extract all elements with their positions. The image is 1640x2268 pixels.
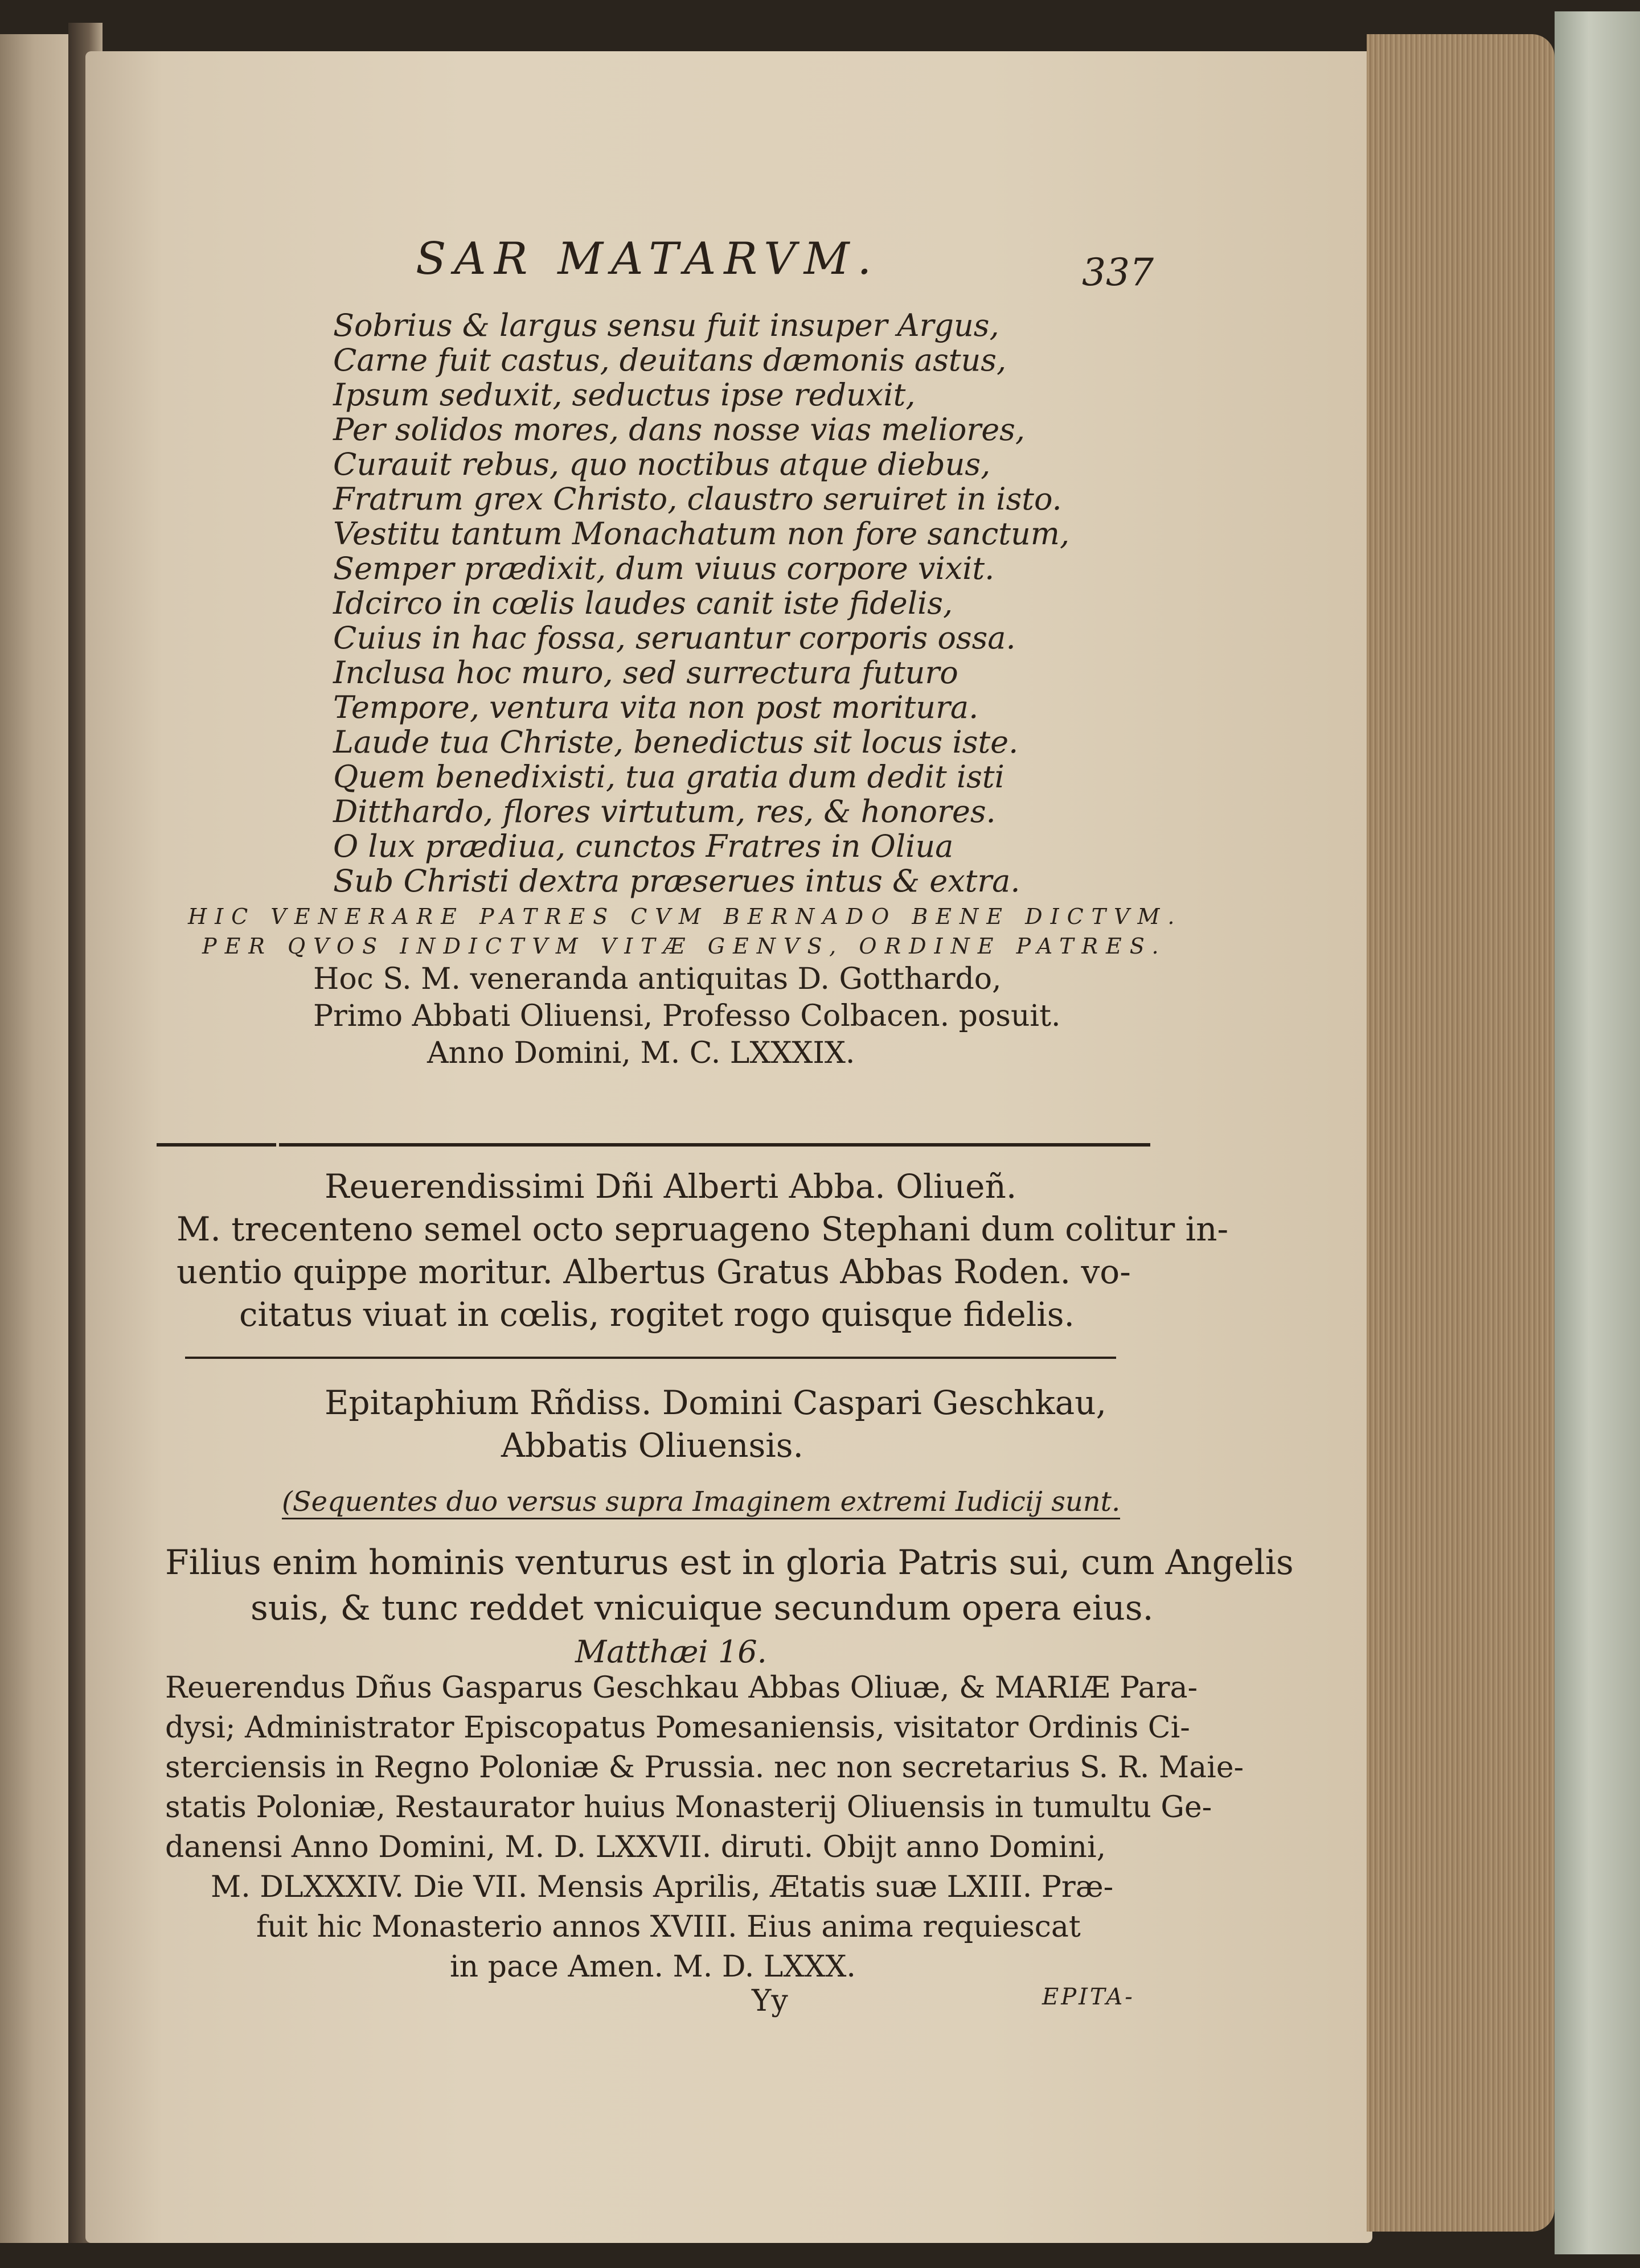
body-line: M. DLXXXIV. Die VII. Mensis Aprilis, Ætatis suæ LXIII. Præ- [211, 1870, 1114, 1904]
dedication-line: Hoc S. M. veneranda antiquitas D. Gotthardo, [313, 962, 1002, 996]
divider-rule [157, 1143, 276, 1147]
book-cover [1555, 11, 1640, 2254]
verse-line: Fratrum grex Christo, claustro seruiret in isto. [333, 481, 1062, 517]
quote-line: suis, & tunc reddet vnicuique secundum opera eius. [251, 1588, 1154, 1628]
verse-line: Carne fuit castus, deuitans dæmonis astus, [333, 342, 1007, 378]
epitaph-title: Abbatis Oliuensis. [501, 1426, 803, 1465]
section-line: uentio quippe moritur. Albertus Gratus Abbas Roden. vo- [177, 1252, 1131, 1291]
body-line: danensi Anno Domini, M. D. LXXVII. diruti. Obijt anno Domini, [165, 1830, 1106, 1864]
caps-line: PER QVOS INDICTVM VITÆ GENVS, ORDINE PATRES. [202, 934, 1167, 959]
catchword: EPITA- [1042, 1984, 1135, 2010]
verse-line: Ipsum seduxit, seductus ipse reduxit, [333, 377, 916, 413]
verse-line: Quem benedixisti, tua gratia dum dedit isti [333, 759, 1004, 795]
verse-line: Per solidos mores, dans nosse vias meliores, [333, 412, 1026, 447]
epitaph-note: (Sequentes duo versus supra Imaginem extremi Iudicij sunt. [282, 1486, 1120, 1519]
page-number: 337 [1082, 250, 1154, 294]
signature-mark: Yy [752, 1984, 788, 2018]
verse-line: Tempore, ventura vita non post moritura. [333, 689, 979, 725]
body-line: statis Poloniæ, Restaurator huius Monasterij Oliuensis in tumultu Ge- [165, 1790, 1212, 1825]
verse-line: Inclusa hoc muro, sed surrectura futuro [333, 655, 958, 691]
body-line: fuit hic Monasterio annos XVIII. Eius anima requiescat [256, 1910, 1081, 1944]
citation: Matthæi 16. [575, 1634, 767, 1670]
section-line: M. trecenteno semel octo sepruageno Stephani dum colitur in- [177, 1210, 1229, 1248]
epitaph-title: Epitaphium Rñdiss. Domini Caspari Geschkau, [325, 1383, 1107, 1422]
body-line: sterciensis in Regno Poloniæ & Prussia. nec non secretarius S. R. Maie- [165, 1751, 1244, 1785]
verse-line: Curauit rebus, quo noctibus atque diebus, [333, 446, 991, 482]
page-edges [1367, 34, 1555, 2232]
verse-line: Cuius in hac fossa, seruantur corporis ossa. [333, 620, 1016, 656]
divider-rule [279, 1143, 1150, 1147]
section-line: citatus viuat in cœlis, rogitet rogo quisque fidelis. [239, 1295, 1075, 1334]
running-header: SAR MATARVM. [416, 233, 880, 285]
verse-line: Sobrius & largus sensu fuit insuper Argus, [333, 307, 999, 343]
verse-line: Laude tua Christe, benedictus sit locus iste. [333, 724, 1019, 760]
dedication-line: Primo Abbati Oliuensi, Professo Colbacen. posuit. [313, 999, 1061, 1033]
verse-line: Idcirco in cœlis laudes canit iste fidelis, [333, 585, 953, 621]
body-line: Reuerendus Dñus Gasparus Geschkau Abbas Oliuæ, & MARIÆ Para- [165, 1671, 1198, 1705]
dedication-line: Anno Domini, M. C. LXXXIX. [427, 1036, 855, 1070]
body-line: dysi; Administrator Episcopatus Pomesaniensis, visitator Ordinis Ci- [165, 1711, 1190, 1745]
verse-line: Sub Christi dextra præserues intus & extra. [333, 863, 1020, 899]
verse-line: Ditthardo, flores virtutum, res, & honores. [333, 794, 996, 829]
quote-line: Filius enim hominis venturus est in gloria Patris sui, cum Angelis [165, 1543, 1294, 1583]
divider-rule [185, 1357, 1116, 1359]
verse-line: Semper prædixit, dum viuus corpore vixit. [333, 550, 995, 586]
section-title: Reuerendissimi Dñi Alberti Abba. Oliueñ. [325, 1167, 1017, 1206]
caps-line: HIC VENERARE PATRES CVM BERNADO BENE DICTVM. [188, 904, 1183, 929]
verse-line: O lux prædiua, cunctos Fratres in Oliua [333, 828, 954, 864]
verse-line: Vestitu tantum Monachatum non fore sanctum, [333, 516, 1070, 552]
body-line: in pace Amen. M. D. LXXX. [450, 1950, 856, 1984]
